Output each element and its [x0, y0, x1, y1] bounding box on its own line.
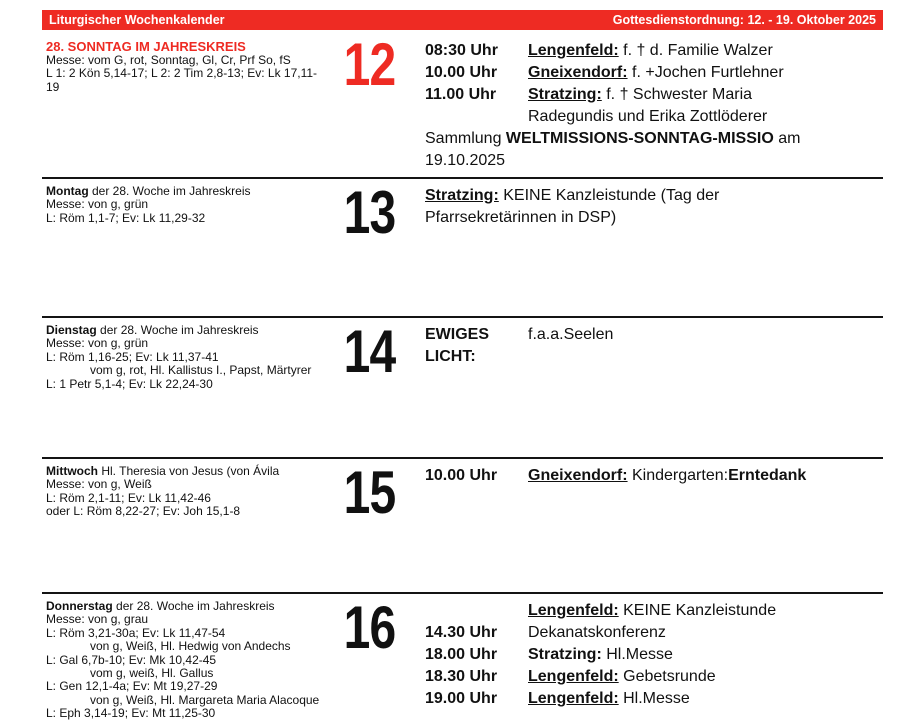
event-text: f.a.a.Seelen	[528, 326, 614, 343]
location-label: Gneixendorf:	[528, 467, 628, 484]
info-line: 19	[46, 79, 60, 94]
liturgy-lines	[46, 478, 342, 518]
event-text: Lengenfeld: f. † d. Familie Walzer	[528, 42, 773, 59]
event-text: Gneixendorf: Kindergarten:Erntedank	[528, 467, 807, 484]
time-label: EWIGES LICHT:	[425, 326, 490, 365]
location-label: Gneixendorf:	[528, 64, 628, 81]
info-line: von g, Weiß, Hl. Hedwig von Andechs	[90, 639, 291, 654]
location-label: Lengenfeld:	[528, 690, 619, 707]
day-number: 14	[343, 318, 396, 385]
time-label: 11.00 Uhr	[425, 86, 497, 103]
schedule-line	[418, 688, 883, 710]
day-row	[42, 31, 883, 177]
info-line: Messe: von g, grün	[46, 336, 149, 351]
info-line: L: Gal 6,7b-10; Ev: Mk 10,42-45	[46, 652, 217, 667]
info-line: von g, Weiß, Hl. Margareta Maria Alacoque	[90, 692, 320, 707]
day-row	[42, 592, 883, 727]
event-bold-text: Erntedank	[728, 467, 807, 484]
location-label: Stratzing:	[528, 86, 602, 103]
event-text: Lengenfeld: Gebetsrunde	[528, 668, 716, 685]
event-text: Dekanatskonferenz	[528, 624, 666, 641]
schedule-line	[418, 84, 883, 128]
time-label: 19.00 Uhr	[425, 690, 498, 707]
day-title: 28. SONNTAG IM JAHRESKREIS	[46, 39, 246, 54]
schedule-line	[418, 600, 883, 622]
event-text: Lengenfeld: Hl.Messe	[528, 690, 690, 707]
info-line: Messe: von g, grau	[46, 612, 149, 627]
time-label: 14.30 Uhr	[425, 624, 498, 641]
info-line: L: Röm 2,1-11; Ev: Lk 11,42-46	[46, 490, 211, 505]
info-line: oder L: Röm 8,22-27; Ev: Joh 15,1-8	[46, 504, 241, 519]
header-date-range: Gottesdienstordnung: 12. - 19. Oktober 2025	[612, 13, 876, 27]
day-info	[42, 465, 342, 592]
time-label: 10.00 Uhr	[425, 64, 498, 81]
day-title: Donnerstag der 28. Woche im Jahreskreis	[46, 599, 275, 613]
day-number: 13	[343, 179, 396, 246]
day-number: 15	[343, 459, 396, 526]
event-text: Stratzing: f. † Schwester Maria Radegundis und Erika Zottlöderer	[528, 86, 768, 125]
info-line: L: Röm 3,21-30a; Ev: Lk 11,47-54	[46, 625, 226, 640]
day-number: 16	[343, 594, 396, 661]
day-title: Mittwoch Hl. Theresia von Jesus (von Ávila	[46, 464, 280, 478]
liturgy-lines	[46, 198, 342, 225]
day-title: Dienstag der 28. Woche im Jahreskreis	[46, 323, 259, 337]
time-label	[418, 600, 528, 622]
header-title: Liturgischer Wochenkalender	[49, 13, 225, 27]
schedule-line	[418, 622, 883, 644]
day-number: 12	[343, 31, 396, 98]
day-schedule	[418, 465, 883, 592]
info-line: Messe: vom G, rot, Sonntag, Gl, Cr, Prf So, fS	[46, 53, 291, 67]
schedule-line	[418, 62, 883, 84]
info-line: L: Röm 1,16-25; Ev: Lk 11,37-41	[46, 349, 219, 364]
day-schedule	[418, 600, 883, 727]
schedule-line	[418, 40, 883, 62]
day-title: Montag der 28. Woche im Jahreskreis	[46, 184, 251, 198]
calendar-page	[42, 10, 883, 727]
time-label: 18.30 Uhr	[425, 668, 498, 685]
header-bar	[42, 10, 883, 30]
schedule-line	[418, 644, 883, 666]
schedule-line	[418, 465, 883, 487]
info-line: L: Röm 1,1-7; Ev: Lk 11,29-32	[46, 210, 206, 225]
day-row	[42, 457, 883, 592]
day-schedule	[418, 324, 883, 457]
day-row	[42, 177, 883, 316]
schedule-line	[418, 666, 883, 688]
info-line: vom g, rot, Hl. Kallistus I., Papst, Märtyrer	[90, 363, 312, 378]
liturgy-lines	[46, 613, 342, 720]
info-line: L 1: 2 Kön 5,14-17; L 2: 2 Tim 2,8-13; Ev: Lk 17,11-	[46, 66, 318, 81]
info-line: L: Eph 3,14-19; Ev: Mt 11,25-30	[46, 706, 216, 721]
info-line: L: 1 Petr 5,1-4; Ev: Lk 22,24-30	[46, 376, 213, 391]
day-info	[42, 185, 342, 316]
location-label: Stratzing:	[425, 187, 499, 204]
event-text: Stratzing: Hl.Messe	[528, 646, 673, 663]
collection-note: Sammlung WELTMISSIONS-SONNTAG-MISSIO am 19.10.2025	[425, 130, 801, 169]
day-schedule	[418, 185, 883, 316]
info-line: vom g, weiß, Hl. Gallus	[90, 666, 214, 681]
day-info	[42, 324, 342, 457]
event-text: Gneixendorf: f. +Jochen Furtlehner	[528, 64, 784, 81]
info-line: Messe: von g, Weiß	[46, 477, 152, 492]
day-schedule	[418, 40, 883, 177]
liturgy-lines	[46, 54, 342, 94]
collection-note-bold: WELTMISSIONS-SONNTAG-MISSIO	[505, 130, 774, 147]
day-info	[42, 600, 342, 727]
time-label: 10.00 Uhr	[425, 467, 498, 484]
time-label: 18.00 Uhr	[425, 646, 498, 663]
day-rows	[42, 31, 883, 727]
day-row	[42, 316, 883, 457]
day-info	[42, 40, 342, 177]
location-label: Lengenfeld:	[528, 668, 619, 685]
time-label: 08:30 Uhr	[425, 42, 498, 59]
location-label: Stratzing:	[528, 646, 602, 663]
info-line: L: Gen 12,1-4a; Ev: Mt 19,27-29	[46, 679, 218, 694]
location-label: Lengenfeld:	[528, 602, 619, 619]
info-line: Messe: von g, grün	[46, 197, 149, 212]
schedule-line	[418, 324, 883, 368]
liturgy-lines	[46, 337, 342, 391]
schedule-line: Stratzing: KEINE Kanzleistunde (Tag der Pfarrsekretärinnen in DSP)	[425, 187, 720, 226]
location-label: Lengenfeld:	[528, 42, 619, 59]
event-text: Lengenfeld: KEINE Kanzleistunde	[528, 602, 777, 619]
